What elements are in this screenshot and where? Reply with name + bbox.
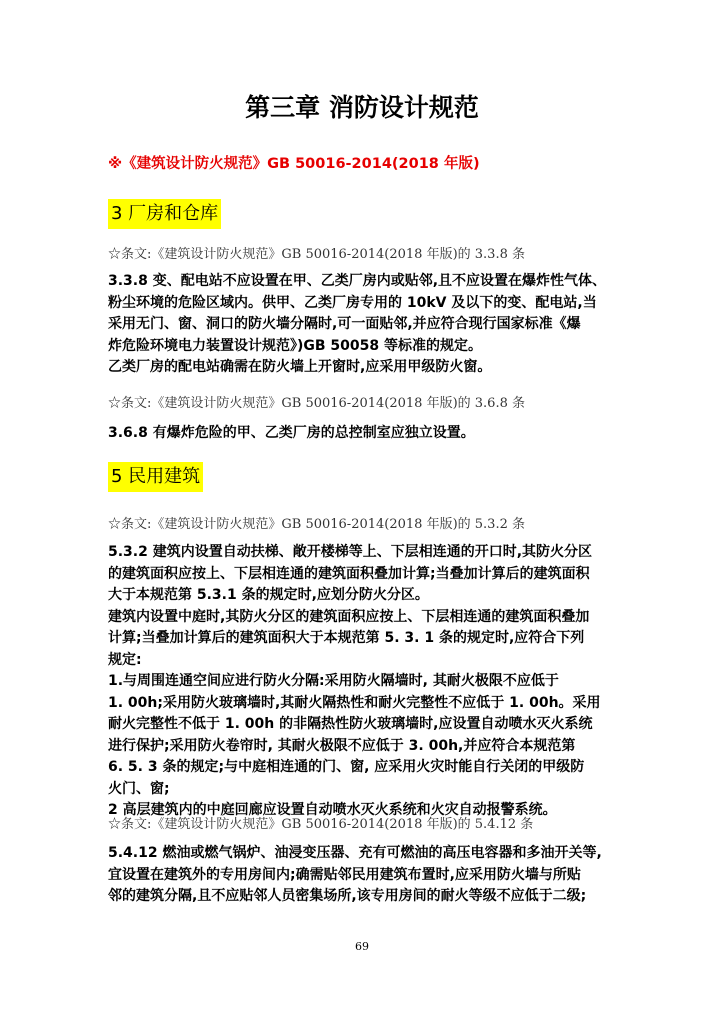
clause-reference-5-4-12: ☆条文:《建筑设计防火规范》GB 50016-2014(2018 年版)的 5.4.12 条 xyxy=(108,817,534,832)
clause-line: 1. 00h;采用防火玻璃墙时,其耐火隔热性和耐火完整性不应低于 1. 00h。采用 xyxy=(108,694,601,711)
clause-line: 的建筑面积应按上、下层相连通的建筑面积叠加计算;当叠加计算后的建筑面积 xyxy=(108,565,590,582)
clause-reference-3-3-8: ☆条文:《建筑设计防火规范》GB 50016-2014(2018 年版)的 3.3.8 条 xyxy=(108,247,525,262)
clause-reference-5-3-2: ☆条文:《建筑设计防火规范》GB 50016-2014(2018 年版)的 5.3.2 条 xyxy=(108,517,525,532)
clause-line: 5.3.2 建筑内设置自动扶梯、敞开楼梯等上、下层相连通的开口时,其防火分区 xyxy=(108,544,593,560)
clause-text-3-6-8 xyxy=(108,423,620,445)
chapter-title: 第三章 消防设计规范 xyxy=(245,93,479,122)
clause-line: 乙类厂房的配电站确需在防火墙上开窗时,应采用甲级防火窗。 xyxy=(108,359,492,375)
clause-line: 耐火完整性不低于 1. 00h 的非隔热性防火玻璃墙时,应设置自动喷水灭火系统 xyxy=(108,716,593,732)
clause-line: 火门、窗; xyxy=(108,780,170,797)
clause-line: 1.与周围连通空间应进行防火分隔:采用防火隔墙时, 其耐火极限不应低于 xyxy=(108,673,559,689)
clause-line: 计算;当叠加计算后的建筑面积大于本规范第 5. 3. 1 条的规定时,应符合下列 xyxy=(108,630,585,646)
source-standard-line: ※《建筑设计防火规范》GB 50016-2014(2018 年版) xyxy=(108,156,480,172)
clause-line: 6. 5. 3 条的规定;与中庭相连通的门、窗, 应采用火灾时能自行关闭的甲级防 xyxy=(108,759,585,775)
clause-line: 炸危险环境电力装置设计规范》)GB 50058 等标准的规定。 xyxy=(108,337,483,354)
clause-text-3-3-8 xyxy=(108,271,620,379)
clause-line: 大于本规范第 5.3.1 条的规定时,应划分防火分区。 xyxy=(108,587,429,603)
section-heading-civil-buildings: 5 民用建筑 xyxy=(108,462,203,492)
clause-line: 3.6.8 有爆炸危险的甲、乙类厂房的总控制室应独立设置。 xyxy=(108,425,475,441)
clause-line: 宜设置在建筑外的专用房间内;确需贴邻民用建筑布置时,应采用防火墙与所贴 xyxy=(108,866,581,883)
clause-reference-3-6-8: ☆条文:《建筑设计防火规范》GB 50016-2014(2018 年版)的 3.6.8 条 xyxy=(108,396,525,411)
clause-line: 粉尘环境的危险区域内。供甲、乙类厂房专用的 10kV 及以下的变、配电站,当 xyxy=(108,294,597,311)
clause-line: 采用无门、窗、洞口的防火墙分隔时,可一面贴邻,并应符合现行国家标准《爆 xyxy=(108,316,581,332)
section-heading-factory-warehouse: 3 厂房和仓库 xyxy=(108,199,221,229)
clause-text-5-4-12 xyxy=(108,843,620,908)
clause-line: 3.3.8 变、配电站不应设置在甲、乙类厂房内或贴邻,且不应设置在爆炸性气体、 xyxy=(108,273,607,289)
clause-text-5-3-2 xyxy=(108,542,620,822)
clause-line: 5.4.12 燃油或燃气锅炉、油浸变压器、充有可燃油的高压电容器和多油开关等, xyxy=(108,845,602,861)
clause-line: 规定: xyxy=(108,651,142,668)
page-number: 69 xyxy=(355,940,369,953)
clause-line: 2 高层建筑内的中庭回廊应设置自动喷水灭火系统和火灾自动报警系统。 xyxy=(108,802,557,818)
clause-line: 进行保护;采用防火卷帘时, 其耐火极限不应低于 3. 00h,并应符合本规范第 xyxy=(108,737,576,754)
clause-line: 邻的建筑分隔,且不应贴邻人员密集场所,该专用房间的耐火等级不应低于二级; xyxy=(108,888,587,904)
clause-line: 建筑内设置中庭时,其防火分区的建筑面积应按上、下层相连通的建筑面积叠加 xyxy=(108,608,590,625)
